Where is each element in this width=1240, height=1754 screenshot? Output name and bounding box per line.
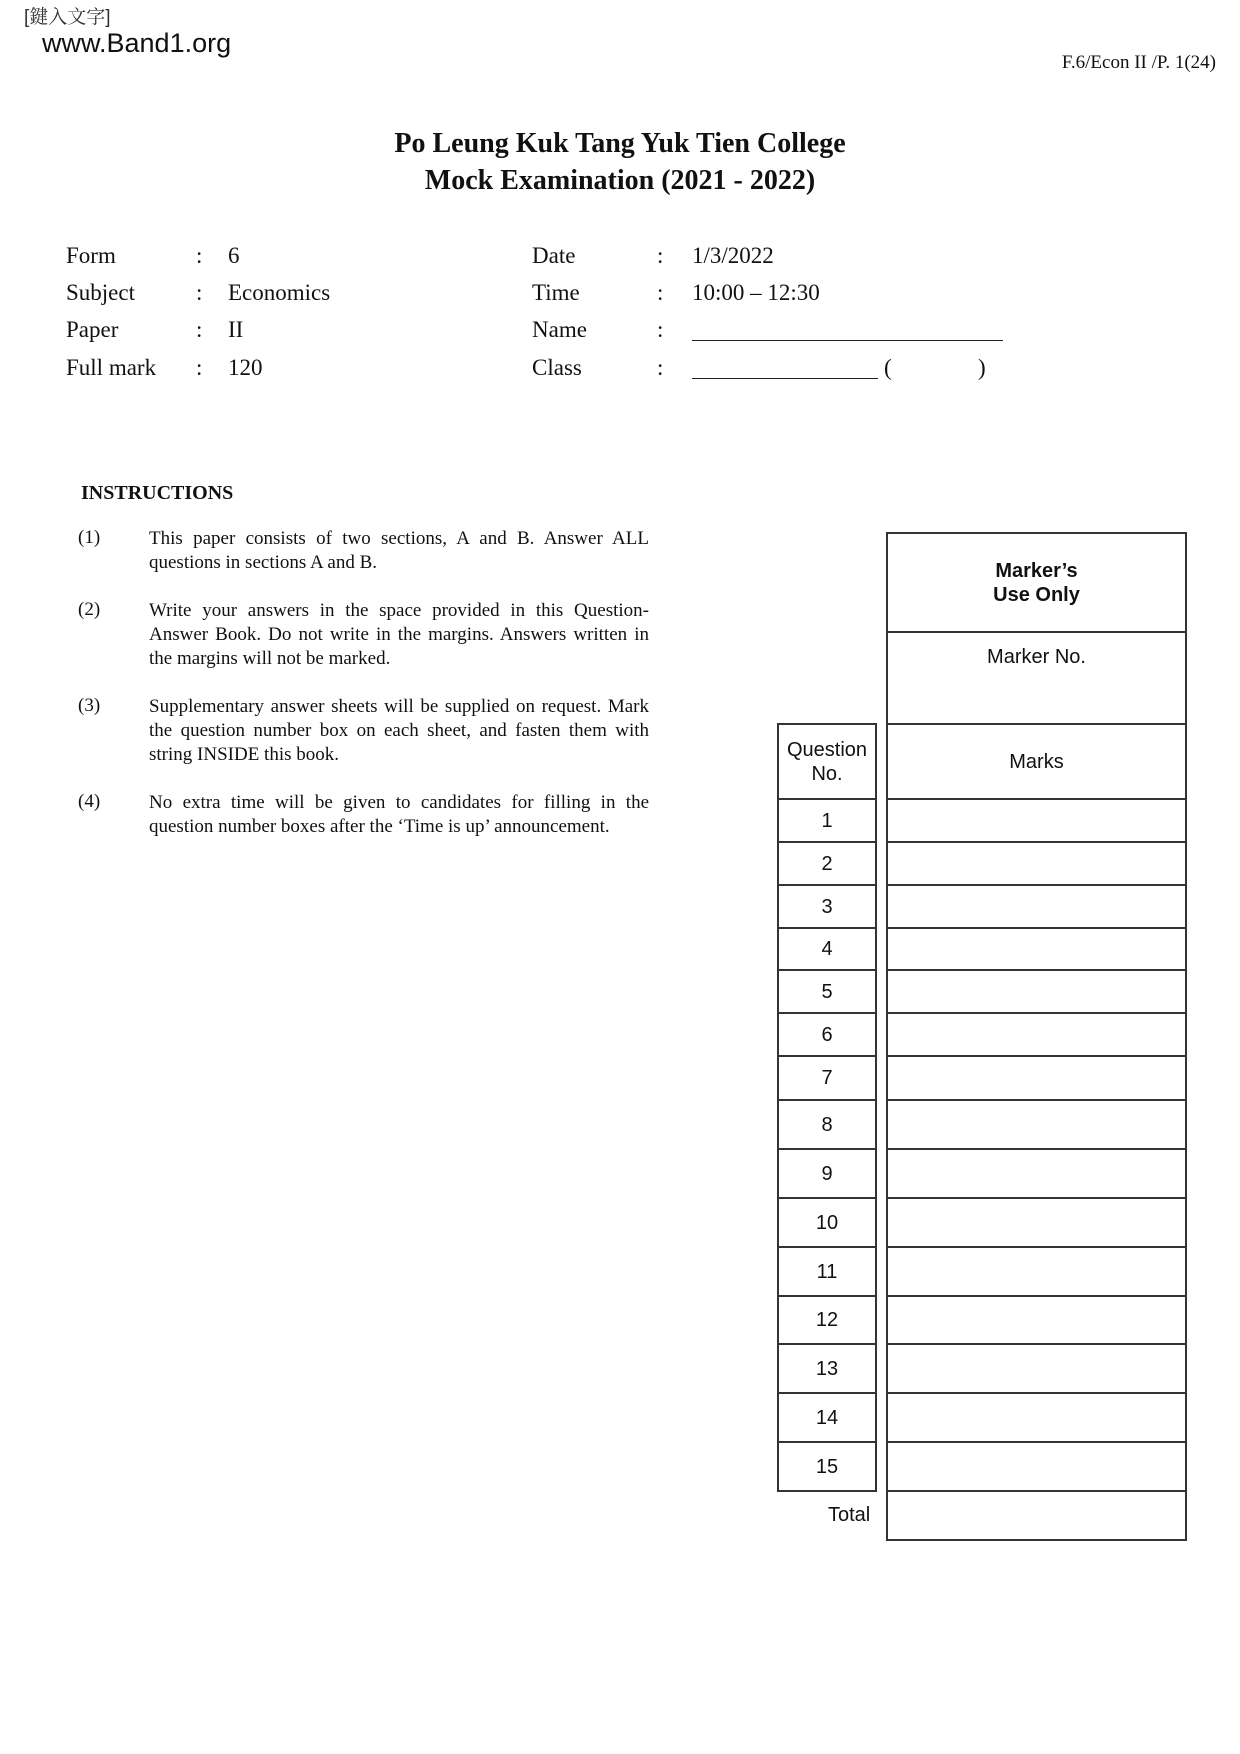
question-number: 4 <box>821 938 833 960</box>
question-number-cell <box>777 1012 877 1057</box>
info-value: II <box>228 317 244 342</box>
question-number: 10 <box>815 1211 839 1234</box>
marks-cell[interactable] <box>886 927 1187 971</box>
marks-cell[interactable] <box>886 969 1187 1014</box>
marks-cell[interactable] <box>886 1148 1187 1199</box>
watermark-url: www.Band1.org <box>42 28 232 58</box>
marks-cell[interactable] <box>886 1055 1187 1101</box>
question-number-cell <box>777 1055 877 1101</box>
instruction-text: Write your answers in the space provided in this Question-Answer Book. Do not write in the margins. Answers written in the margins will not be marked. <box>149 600 649 669</box>
instruction-number: (1) <box>78 527 101 548</box>
info-label: Class <box>532 355 582 380</box>
info-label: Full mark <box>66 355 157 380</box>
question-number: 8 <box>821 1113 833 1136</box>
instructions-heading: INSTRUCTIONS <box>81 482 234 504</box>
info-colon: : <box>196 280 203 305</box>
info-value: 1/3/2022 <box>692 243 774 268</box>
question-number: 12 <box>815 1309 839 1331</box>
question-number: 1 <box>821 809 833 832</box>
question-number: 11 <box>816 1260 838 1283</box>
class-input-line[interactable] <box>692 378 878 379</box>
question-number: 2 <box>821 852 833 875</box>
question-header-line1: Question <box>786 738 868 761</box>
question-number-cell <box>777 1099 877 1150</box>
marks-cell[interactable] <box>886 1012 1187 1057</box>
info-row-full-mark <box>66 350 486 386</box>
info-label: Form <box>66 243 116 268</box>
info-label: Name <box>532 317 587 342</box>
question-number-cell <box>777 1441 877 1492</box>
question-number-cell <box>777 1148 877 1199</box>
info-label: Subject <box>66 280 135 305</box>
instruction-text: Supplementary answer sheets will be supplied on request. Mark the question number box on each sheet, and fasten them with string INSIDE this book. <box>149 696 649 765</box>
marks-cell[interactable] <box>886 1392 1187 1443</box>
question-number: 5 <box>821 980 833 1003</box>
info-label: Date <box>532 243 576 268</box>
info-row-form <box>66 238 486 274</box>
instruction-number: (2) <box>78 599 101 620</box>
marks-cell[interactable] <box>886 1295 1187 1345</box>
question-number: 14 <box>815 1406 839 1429</box>
placeholder-text-tag: [鍵入文字] <box>24 7 111 28</box>
exam-title: Mock Examination (2021 - 2022) <box>424 165 816 196</box>
question-number: 9 <box>821 1162 833 1185</box>
info-row-time <box>532 275 1032 311</box>
page-reference: F.6/Econ II /P. 1(24) <box>1061 52 1216 73</box>
question-number-cell <box>777 1295 877 1345</box>
info-colon: : <box>196 317 203 342</box>
marks-cell[interactable] <box>886 1099 1187 1150</box>
question-number: 13 <box>815 1357 839 1380</box>
marks-header <box>886 723 1187 800</box>
marks-cell[interactable] <box>886 1197 1187 1248</box>
question-number: 15 <box>815 1455 839 1478</box>
markers-use-only-line1: Marker’s <box>995 559 1078 582</box>
total-marks-cell[interactable] <box>886 1490 1187 1541</box>
question-number-cell <box>777 1392 877 1443</box>
question-no-header <box>777 723 877 800</box>
marker-no-box[interactable] <box>886 631 1187 725</box>
question-number-cell <box>777 1197 877 1248</box>
instruction-number: (4) <box>78 791 101 812</box>
info-label: Paper <box>66 317 119 342</box>
name-input-line[interactable] <box>692 340 1003 341</box>
info-colon: : <box>657 280 664 305</box>
question-number: 7 <box>821 1067 833 1089</box>
question-number: 6 <box>821 1023 833 1046</box>
info-colon: : <box>657 317 664 342</box>
info-label: Time <box>532 280 580 305</box>
marks-cell[interactable] <box>886 1441 1187 1492</box>
question-number-cell <box>777 969 877 1014</box>
info-value: 6 <box>228 243 240 268</box>
question-number-cell <box>777 798 877 843</box>
question-number: 3 <box>821 895 833 918</box>
question-number-cell <box>777 841 877 886</box>
class-number-paren-close: ) <box>978 355 986 380</box>
marks-cell[interactable] <box>886 841 1187 886</box>
instruction-text: This paper consists of two sections, A and B. Answer ALL questions in sections A and B. <box>149 528 649 573</box>
info-value: 120 <box>228 355 263 380</box>
marks-cell[interactable] <box>886 798 1187 843</box>
school-title: Po Leung Kuk Tang Yuk Tien College <box>394 128 846 159</box>
question-number-cell <box>777 1246 877 1297</box>
question-number-cell <box>777 1343 877 1394</box>
info-value: 10:00 – 12:30 <box>692 280 820 305</box>
marker-no-label: Marker No. <box>987 646 1086 668</box>
markers-use-only-header <box>886 532 1187 633</box>
marks-cell[interactable] <box>886 1246 1187 1297</box>
class-number-paren-open: ( <box>884 355 892 380</box>
marks-header-label: Marks <box>1009 750 1064 773</box>
info-row-paper <box>66 312 486 348</box>
info-colon: : <box>196 243 203 268</box>
question-number-cell <box>777 884 877 929</box>
instruction-text: No extra time will be given to candidates for filling in the question number boxes after the ‘Time is up’ announcement. <box>149 792 649 837</box>
markers-use-only-line2: Use Only <box>993 583 1080 606</box>
info-colon: : <box>196 355 203 380</box>
question-number-cell <box>777 927 877 971</box>
info-colon: : <box>657 355 664 380</box>
info-row-date <box>532 238 1032 274</box>
total-label: Total <box>828 1504 871 1526</box>
marks-cell[interactable] <box>886 884 1187 929</box>
info-row-class <box>532 350 1032 386</box>
question-header-line2: No. <box>811 762 843 785</box>
info-row-name <box>532 312 1032 348</box>
info-row-subject <box>66 275 486 311</box>
instruction-number: (3) <box>78 695 101 716</box>
info-colon: : <box>657 243 664 268</box>
info-value: Economics <box>228 280 331 305</box>
marks-cell[interactable] <box>886 1343 1187 1394</box>
